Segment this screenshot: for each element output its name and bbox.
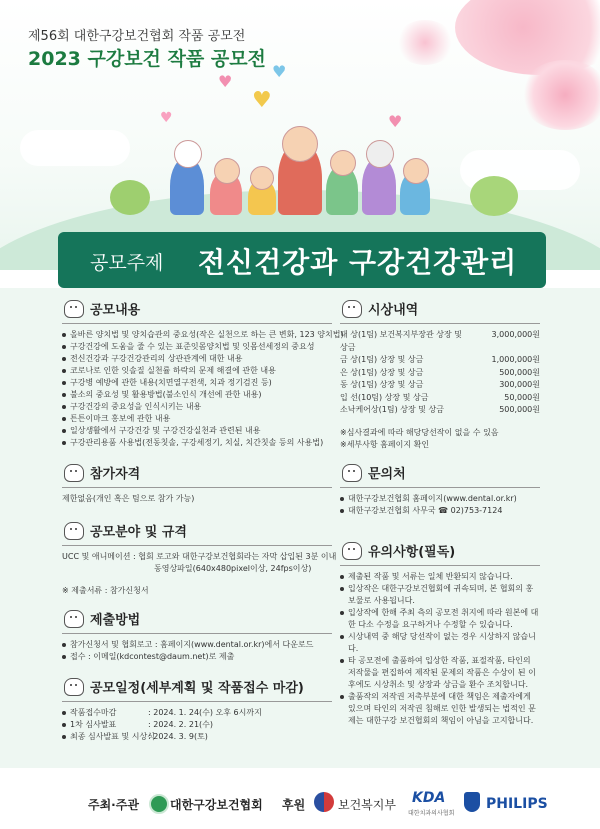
- prize-row: [340, 392, 540, 405]
- section-title: 공모내용: [90, 302, 141, 318]
- list-item: 입상작에 한해 주최 측의 공모전 취지에 따라 원본에 대한 다소 수정을 요구하거나 수정할 수 있습니다.: [340, 607, 540, 631]
- section-title: 공모분야 및 규격: [90, 524, 187, 540]
- footer: [0, 768, 600, 829]
- prize-row: [340, 354, 540, 367]
- prize-row: [340, 367, 540, 380]
- tooth-icon: [340, 462, 362, 482]
- list-item: 구강관리용품 사용법(전동칫솔, 구강세정기, 치실, 치간칫솔 등의 사용법): [62, 437, 332, 449]
- submission-list: [62, 639, 332, 663]
- heart-balloon-icon: ♥: [218, 72, 233, 91]
- host-label: 주최·주관: [88, 798, 139, 812]
- ministry-name: 보건복지부: [338, 798, 396, 812]
- section-title: 시상내역: [368, 302, 419, 318]
- list-item: 구강건강에 도움을 줄 수 있는 표준잇몸양치법 및 잇몸선세정의 중요성: [62, 341, 332, 353]
- list-item: 출품작의 저작권 저촉부분에 대한 책임은 제출자에게 있으며 타인의 저작권 침해로 인한 발생되는 법적인 문제는 대한구강 보건협회의 책임이 아님을 고지합니다.: [340, 691, 540, 727]
- theme-banner: [58, 232, 546, 288]
- prize-label: 대 상(1팀) 보건복지부장관 상장 및 상금: [340, 330, 462, 352]
- prize-amount: 500,000원: [499, 405, 540, 414]
- section-prizes: [340, 296, 540, 451]
- section-title: 공모일정(세부계획 및 작품접수 마감): [90, 680, 304, 696]
- divider: [340, 565, 540, 566]
- prize-amount: 50,000원: [504, 392, 540, 402]
- heart-balloon-icon: ♥: [252, 88, 272, 113]
- section-schedule: [62, 674, 332, 743]
- prize-label: 은 상(1팀) 상장 및 상금: [340, 367, 424, 377]
- category-line: 동영상파일(640x480pixel이상, 24fps이상): [154, 564, 312, 573]
- list-item: 대한구강보건협회 사무국 ☎ 02)753-7124: [340, 505, 540, 517]
- schedule-list: [62, 707, 332, 743]
- banner-theme: 전신건강과 구강건강관리: [198, 246, 518, 279]
- list-item: 구강건강의 중요성을 인식시키는 내용: [62, 401, 332, 413]
- prize-label: 동 상(1팀) 상장 및 상금: [340, 380, 424, 389]
- schedule-row: [62, 731, 332, 743]
- sponsor-label: 후원: [282, 798, 306, 812]
- philips-logo: PHILIPS: [486, 796, 548, 812]
- government-emblem-icon: [314, 792, 334, 812]
- blossom-decoration: [520, 60, 600, 130]
- section-contact: [340, 460, 540, 517]
- prize-label: 입 선(10팀) 상장 및 상금: [340, 392, 429, 402]
- schedule-label: 1차 심사발표: [70, 720, 117, 729]
- schedule-row: [62, 707, 332, 719]
- list-item: 전신건강과 구강건강관리의 상관관계에 대한 내용: [62, 353, 332, 365]
- event-subtitle: 제56회 대한구강보건협회 작품 공모전: [28, 29, 246, 44]
- notice-list: [340, 571, 540, 727]
- list-item: 입상작은 대한구강보건협회에 귀속되며, 본 협회의 홍보물로 사용됩니다.: [340, 583, 540, 607]
- kda-subtitle: 대한치과의사협회: [408, 810, 455, 817]
- list-item: 올바른 양치법 및 양치습관의 중요성(작은 실천으로 하는 큰 변화, 123 양치법): [62, 329, 332, 341]
- schedule-value: : 2024. 2. 21(수): [148, 720, 214, 729]
- tree-decoration: [110, 180, 150, 215]
- blossom-decoration: [395, 20, 455, 65]
- tooth-icon: [62, 608, 84, 628]
- heart-balloon-icon: ♥: [272, 62, 287, 81]
- schedule-value: : 2024. 1. 24(수) 오후 6시까지: [148, 708, 262, 717]
- prize-row: [340, 404, 540, 417]
- divider: [62, 633, 332, 634]
- prize-note: ※세부사항 홈페이지 확인: [340, 439, 430, 449]
- contest-list: [62, 329, 344, 449]
- section-category: [62, 518, 337, 597]
- divider: [340, 487, 540, 488]
- banner-label: 공모주제: [90, 252, 164, 274]
- section-submission: [62, 606, 332, 663]
- header-illustration: [0, 0, 600, 270]
- list-item: 시상내역 중 해당 당선작이 없는 경우 시상하지 않습니다.: [340, 631, 540, 655]
- schedule-label: 최종 심사발표 및 시상식: [70, 732, 155, 741]
- contact-list: [340, 493, 540, 517]
- heart-balloon-icon: ♥: [388, 112, 403, 131]
- list-item: 접수 : 이메일(kdcontest@daum.net)로 제출: [62, 651, 332, 663]
- section-title: 문의처: [368, 466, 406, 482]
- schedule-row: [62, 719, 332, 731]
- list-item: 튼튼이마크 홍보에 관한 내용: [62, 413, 332, 425]
- divider: [340, 323, 540, 324]
- section-notice: [340, 538, 540, 727]
- divider: [62, 545, 332, 546]
- divider: [62, 701, 332, 702]
- prize-label: 소낙케어상(1팀) 상장 및 상금: [340, 405, 444, 414]
- prize-row: [340, 329, 540, 354]
- list-item: 대한구강보건협회 홈페이지(www.dental.or.kr): [340, 493, 540, 505]
- prize-row: [340, 379, 540, 392]
- philips-shield-icon: [464, 792, 480, 812]
- prize-amount: 300,000원: [499, 380, 540, 389]
- prize-amount: 1,000,000원: [491, 355, 540, 364]
- schedule-label: 작품접수마감: [70, 708, 117, 717]
- content-area: [0, 288, 600, 768]
- heart-balloon-icon: ♥: [160, 110, 173, 126]
- prize-amount: 500,000원: [499, 367, 540, 377]
- tooth-icon: [62, 676, 84, 696]
- prize-note: ※심사결과에 따라 해당당선작이 없을 수 있음: [340, 427, 499, 437]
- eligibility-text: 제한없음(개인 혹은 팀으로 참가 가능): [62, 494, 195, 503]
- prize-amount: 3,000,000원: [491, 330, 540, 339]
- list-item: 불소의 중요성 및 활용방법(불소인식 개선에 관한 내용): [62, 389, 332, 401]
- tooth-icon: [62, 462, 84, 482]
- divider: [62, 323, 332, 324]
- tooth-icon: [340, 298, 362, 318]
- category-note: ※ 제출서류 : 참가신청서: [62, 586, 149, 595]
- list-item: 구강병 예방에 관한 내용(치면열구전색, 치과 정기검진 등): [62, 377, 332, 389]
- list-item: 제출된 작품 및 서류는 일체 반환되지 않습니다.: [340, 571, 540, 583]
- page-title: 2023 구강보건 작품 공모전: [28, 48, 266, 70]
- prize-label: 금 상(1팀) 상장 및 상금: [340, 355, 424, 364]
- section-title: 유의사항(필독): [368, 544, 456, 560]
- list-item: 타 공모전에 출품하여 입상한 작품, 표절작품, 타인의 저작물을 편집하여 제작된 문제의 작품은 수상이 된 이후에도 시상취소 및 상장과 상금을 환수 조치합니다.: [340, 655, 540, 691]
- schedule-value: : 2024. 3. 9(토): [148, 732, 208, 741]
- host-name: 대한구강보건협회: [170, 798, 263, 812]
- association-logo-icon: [149, 794, 169, 814]
- tooth-icon: [62, 298, 84, 318]
- tooth-icon: [62, 520, 84, 540]
- list-item: 일상생활에서 구강건강 및 구강건강실천과 관련된 내용: [62, 425, 332, 437]
- family-illustration: [150, 120, 480, 215]
- tooth-icon: [340, 540, 362, 560]
- category-line: UCC 및 애니메이션 : 협회 로고와 대한구강보건협회라는 자막 삽입된 3분 이내: [62, 552, 337, 561]
- section-eligibility: [62, 460, 332, 505]
- divider: [62, 487, 332, 488]
- section-contest: [62, 296, 344, 449]
- list-item: 참가신청서 및 협회로고 : 홈페이지(www.dental.or.kr)에서 다운로드: [62, 639, 332, 651]
- list-item: 코로나로 인한 잇솔질 실천률 하락의 문제 해결에 관한 내용: [62, 365, 332, 377]
- section-title: 제출방법: [90, 612, 141, 628]
- section-title: 참가자격: [90, 466, 141, 482]
- cloud-decoration: [20, 130, 130, 166]
- kda-logo: KDA: [412, 790, 446, 806]
